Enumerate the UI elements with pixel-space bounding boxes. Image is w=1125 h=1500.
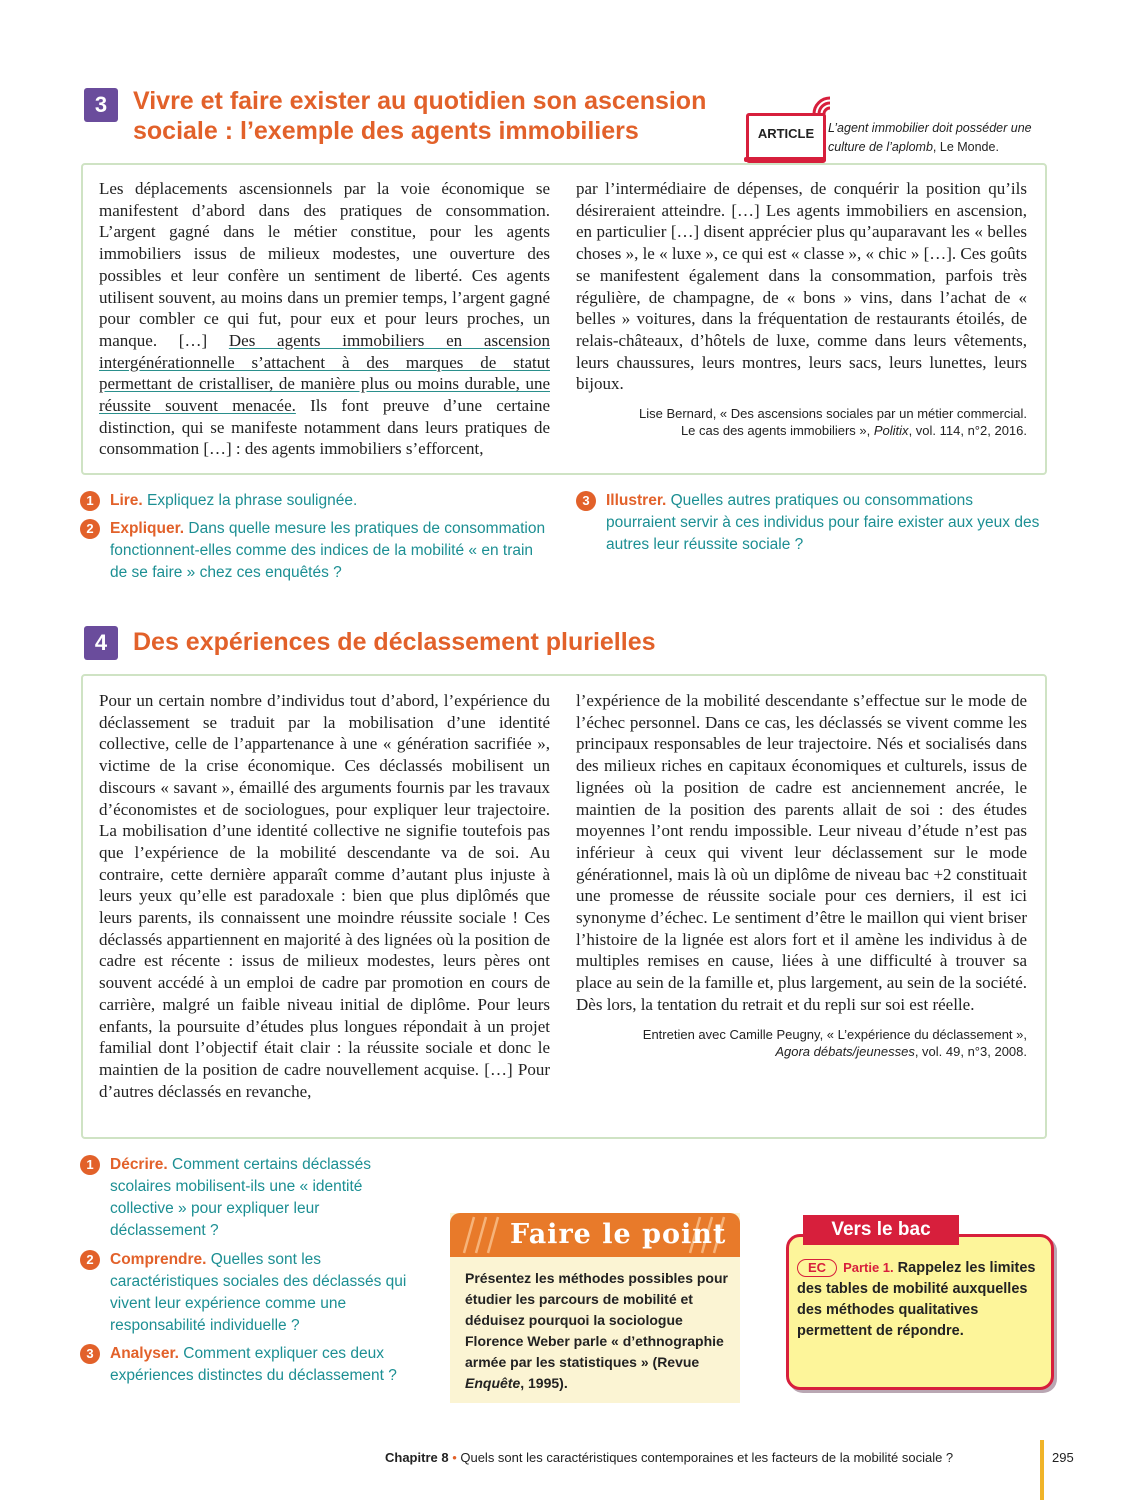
question-number-badge: 1 (80, 491, 100, 511)
doc3-title (133, 86, 753, 146)
doc4-question-2 (86, 1249, 410, 1337)
doc3-text-continued: Ils font preuve d’une certaine distinction, qui se manifeste notamment dans leurs pratiques de consommation […] : des agents immobiliers s’efforcent, (99, 396, 550, 459)
doc3-underlined-sentence: Des agents immobiliers en ascension intergénérationnelle s’attachent à des marques de statut permettant de cristalliser, de manière plus ou moins durable, une réussite souvent menacée. (99, 330, 550, 416)
question-number-badge: 2 (80, 519, 100, 539)
doc4-column-right (576, 690, 1027, 1060)
doc3-column-left (99, 178, 550, 460)
article-caption-line2: culture de l’aplomb (828, 140, 933, 154)
footer-page-bar (1040, 1440, 1044, 1500)
faire-le-point-text (465, 1268, 730, 1394)
question-number-badge: 1 (80, 1155, 100, 1175)
doc4-question-1 (86, 1154, 410, 1242)
vers-le-bac-text (797, 1257, 1037, 1342)
vers-le-bac-title: Vers le bac (803, 1215, 959, 1245)
doc3-source-line1: Lise Bernard, « Des ascensions sociales par un métier commercial. (638, 406, 1027, 422)
footer-chapter (385, 1450, 1035, 1465)
question-text: Dans quelle mesure les pratiques de consommation fonctionnent-elles comme des indices de la mobilité « en train de se faire » chez ces enquêtés ? (110, 520, 546, 581)
doc4-source (576, 1026, 1027, 1060)
doc3-question-3 (582, 490, 1046, 556)
laptop-stand (744, 157, 826, 162)
vers-le-bac-partie: Partie 1. (843, 1260, 894, 1275)
doc4-text-left: Pour un certain nombre d’individus tout d’abord, l’expérience du déclassement se traduit par la mobilisation d’une identité collective, celle de l’appartenance à une « génération sacrifiée », victime de la crise économique. Ces déclassés mobilisent un discours « savant », émaillé des arguments fournis par les travaux d’économistes et de sociologues, pour expliquer leur trajectoire. La mobilisation d’une identité collective ne signifie toutefois pas que l’expérience de la mobilité descendante va de soi. Au contraire, cette dernière apparaît comme d’autant plus injuste à leurs yeux qu’elle est paradoxale : bien que plus diplômés que leurs parents, ils connaissent une moindre réussite sociale ! Ces déclassés appartiennent en majorité à des lignées où la position de cadre est récente : issus de milieux modestes, leurs pères ont souvent accédé à un emploi de cadre par promotion en cours de carrière, malgré un faible niveau initial de diplôme. Pour leurs enfants, la poursuite d’études plus longues répondait à un projet familial dont l’objectif était clair : la réussite sociale et donc le maintien de la position de cadre nouvellement acquise. […] Pour d’autres déclassés en revanche, (99, 691, 550, 1101)
article-caption (828, 119, 1048, 157)
doc3-column-right (576, 178, 1027, 439)
footer-chapter-number: Chapitre 8 (385, 1450, 449, 1465)
faire-le-point-journal: Enquête (465, 1375, 521, 1391)
doc3-text-intro: Les déplacements ascensionnels par la voie économique se manifestent d’abord dans des pratiques de consommation. L’argent gagné dans le métier constitue, pour les agents immobiliers issus de milieux modestes, une ouverture des possibles et leur confère un sentiment de liberté. Ces agents utilisent souvent, au moins dans un premier temps, l’argent gagné pour combler ce qui fut, pour eux et pour leurs proches, un manque. […] (99, 179, 550, 350)
faire-le-point-header (450, 1213, 740, 1257)
question-verb: Comprendre. (110, 1251, 207, 1268)
faire-le-point-text-main: Présentez les méthodes possibles pour étudier les parcours de mobilité et déduisez pourquoi la sociologue Florence Weber parle « d’ethnographie armée par les statistiques » (Revue (465, 1270, 728, 1370)
doc3-title-line2: sociale : l’exemple des agents immobiliers (133, 117, 639, 145)
doc3-source (576, 405, 1027, 439)
article-caption-source: , Le Monde. (932, 140, 999, 154)
doc3-text-right: par l’intermédiaire de dépenses, de conquérir la position qu’ils désireraient atteindre. […] Les agents immobiliers en ascension, en particulier […] disent apprécier plus qu’auparavant les « belles choses », le « luxe », ce qui est « classe », « chic » […]. Ces goûts se manifestent également dans la consommation, parfois très régulière, de champagne, de « bons » vins, dans l’achat de « belles » voitures, dans la fréquentation de restaurants étoilés, de relais-châteaux, d’hôtels de luxe, comme dans leurs vêtements, leurs chaussures, leurs montres, leurs sacs, leurs lunettes, leurs bijoux. (576, 179, 1027, 394)
doc3-source-details: , vol. 114, n°2, 2016. (908, 423, 1027, 439)
doc4-source-line1: Entretien avec Camille Peugny, « L’expérience du déclassement », (642, 1026, 1027, 1042)
question-text: Quelles autres pratiques ou consommations pourraient servir à ces individus pour faire exister aux yeux des autres leur réussite sociale ? (606, 492, 1040, 553)
question-number-badge: 2 (80, 1250, 100, 1270)
footer-question: Quels sont les caractéristiques contemporaines et les facteurs de la mobilité sociale ? (460, 1450, 954, 1465)
question-text: Expliquez la phrase soulignée. (142, 492, 358, 509)
doc3-source-line2: Le cas des agents immobiliers », (680, 423, 874, 439)
doc3-question-1 (86, 490, 550, 512)
doc4-text-right: l’expérience de la mobilité descendante s’effectue sur le mode de l’échec personnel. Dans ce cas, les déclassés se vivent comme les principaux responsables de leur trajectoire. Nés et socialisés dans des milieux riches en capitaux économiques et culturels, issus de lignées où la position de cadre est anciennement ancrée, le maintien de la position des parents allait de soi : des études moyennes l’ont rendu impossible. Leur niveau d’étude n’est pas inférieur à ceux qui vivent leur déclassement sur le mode générationnel, mais là où un diplôme de niveau bac +2 constituait une promesse de réussite sociale pour ces derniers, il est ici synonyme d’échec. Le sentiment d’être le maillon qui vient briser l’histoire de la lignée est alors fort et il amène les individus à de multiples remises en cause, liées à une difficulté à trouver sa place au sein de la famille et, plus largement, au sein de la société. Dès lors, la tentation du retrait et du repli sur soi est réelle. (576, 691, 1027, 1014)
question-verb: Illustrer. (606, 492, 667, 509)
article-label: ARTICLE (757, 126, 815, 141)
doc4-column-left (99, 690, 550, 1102)
question-number-badge: 3 (576, 491, 596, 511)
doc4-number: 4 (84, 626, 118, 660)
question-text: Quelles sont les caractéristiques sociales des déclassés qui vivent leur expérience comme une responsabilité individuelle ? (110, 1251, 407, 1334)
ec-badge: EC (797, 1259, 837, 1277)
article-caption-line1: L’agent immobilier doit posséder une (828, 121, 1032, 135)
doc4-title: Des expériences de déclassement plurielles (133, 628, 656, 656)
page-number: 295 (1052, 1450, 1074, 1465)
doc3-source-journal: Politix (873, 423, 909, 439)
doc4-source-details: , vol. 49, n°3, 2008. (914, 1043, 1027, 1059)
question-verb: Décrire. (110, 1156, 168, 1173)
faire-le-point-text-end: , 1995). (520, 1375, 568, 1391)
question-number-badge: 3 (80, 1344, 100, 1364)
footer-separator: • (448, 1450, 461, 1465)
doc3-question-2 (86, 518, 550, 584)
question-verb: Analyser. (110, 1345, 179, 1362)
laptop-icon (746, 113, 826, 163)
faire-le-point-box (450, 1213, 740, 1403)
doc4-question-3 (86, 1343, 410, 1387)
doc4-source-journal: Agora débats/jeunesses (775, 1043, 915, 1059)
doc3-number: 3 (84, 88, 118, 122)
question-verb: Lire. (110, 492, 143, 509)
doc3-title-line1: Vivre et faire exister au quotidien son ascension (133, 87, 707, 115)
question-text: Comment expliquer ces deux expériences distinctes du déclassement ? (110, 1345, 397, 1384)
vers-le-bac-question: Rappelez les limites des tables de mobilité auxquelles des méthodes qualitatives permettent de répondre. (797, 1260, 1036, 1339)
faire-le-point-title: Faire le point (510, 1219, 727, 1250)
question-verb: Expliquer. (110, 520, 185, 537)
question-text: Comment certains déclassés scolaires mobilisent-ils une « identité collective » pour expliquer leur déclassement ? (110, 1156, 372, 1239)
